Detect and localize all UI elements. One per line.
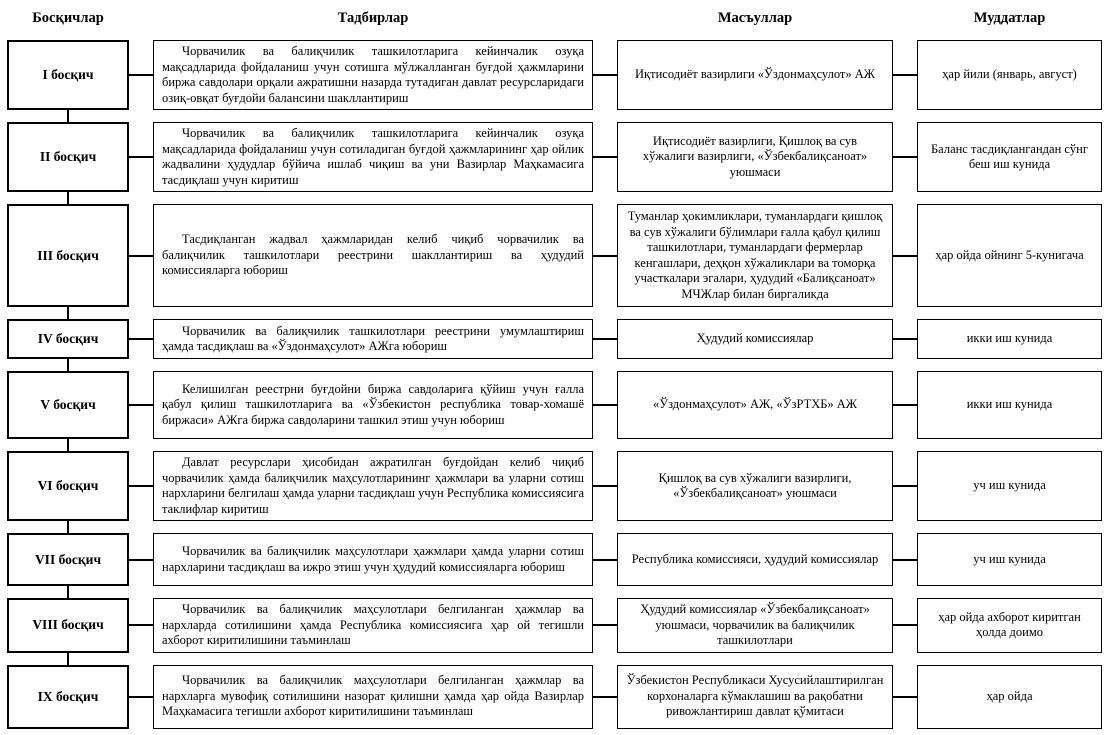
connector-line bbox=[593, 156, 617, 158]
activity-box bbox=[153, 371, 593, 439]
activity-text: Давлат ресурслари ҳисобидан ажратилган буғдойдан келиб чиқиб чорвачилик ҳамда балиқчилик маҳсулотларининг ҳажмлари ва уларни сотиш нархларини белгилаш ҳамда уларни тасдиқлаш учун Республика комиссиясига таклифлар киритиш bbox=[162, 455, 584, 516]
connector-line bbox=[593, 255, 617, 257]
activity-box bbox=[153, 665, 593, 729]
deadline-box: икки иш кунида bbox=[917, 371, 1102, 439]
deadline-box: ҳар ойда bbox=[917, 665, 1102, 729]
connector-line bbox=[129, 338, 153, 340]
stage-box: V босқич bbox=[7, 371, 129, 439]
flow-rows bbox=[7, 40, 1102, 729]
process-flow-diagram bbox=[7, 4, 1102, 729]
connector-line bbox=[893, 559, 917, 561]
connector-line bbox=[129, 485, 153, 487]
connector-line bbox=[593, 404, 617, 406]
responsible-box: Ўзбекистон Республикаси Хусусийлаштирилган корхоналарга кўмаклашиш ва рақобатни ривожлантириш давлат қўмитаси bbox=[617, 665, 893, 729]
connector-line bbox=[893, 255, 917, 257]
stage-box: IX босқич bbox=[7, 665, 129, 729]
connector-line bbox=[129, 696, 153, 698]
stage-box: II босқич bbox=[7, 122, 129, 192]
responsible-box: Ҳудудий комиссиялар «Ўзбекбалиқсаноат» уюшмаси, чорвачилик ва балиқчилик ташкилотлари bbox=[617, 598, 893, 653]
deadline-box: икки иш кунида bbox=[917, 319, 1102, 359]
connector-line bbox=[593, 624, 617, 626]
connector-line bbox=[593, 338, 617, 340]
flow-row-5 bbox=[7, 371, 1102, 439]
deadline-box: уч иш кунида bbox=[917, 451, 1102, 521]
activity-box bbox=[153, 204, 593, 307]
responsible-box: «Ўздонмаҳсулот» АЖ, «ЎзРТХБ» АЖ bbox=[617, 371, 893, 439]
stage-box: VII босқич bbox=[7, 533, 129, 586]
connector-line bbox=[129, 559, 153, 561]
responsible-box: Туманлар ҳокимликлари, туманлардаги қишлоқ ва сув хўжалиги бўлимлари ғалла қабул қилиш ташкилотлари, туманлардаги фермерлар кенгашлари, деҳқон хўжаликлари ва томорқа участкалари эгалари, ҳудудий «Балиқсаноат» МЧЖлар билан биргаликда bbox=[617, 204, 893, 307]
activity-box bbox=[153, 598, 593, 653]
flow-row-3 bbox=[7, 204, 1102, 307]
flow-row-6 bbox=[7, 451, 1102, 521]
connector-line bbox=[893, 624, 917, 626]
column-header-deadlines: Муддатлар bbox=[973, 10, 1046, 26]
connector-line bbox=[593, 74, 617, 76]
connector-line bbox=[129, 404, 153, 406]
activity-text: Чорвачилик ва балиқчилик ташкилотларига кейинчалик озуқа мақсадларида фойдаланиш учун сотиладиган буғдой ҳажмларининг ҳар ойлик жадвалини ҳудудлар бўйича ишлаб чиқиш ва уни Вазирлар Маҳкамасига тасдиқлаш учун киритиш bbox=[162, 126, 584, 187]
connector-line bbox=[893, 156, 917, 158]
column-headers bbox=[7, 4, 1102, 38]
deadline-box: ҳар ойда ойнинг 5-кунигача bbox=[917, 204, 1102, 307]
connector-line bbox=[129, 624, 153, 626]
responsible-box: Иқтисодиёт вазирлиги, Қишлоқ ва сув хўжалиги вазирлиги, «Ўзбекбалиқсаноат» уюшмаси bbox=[617, 122, 893, 192]
deadline-box: уч иш кунида bbox=[917, 533, 1102, 586]
flow-row-7 bbox=[7, 533, 1102, 586]
responsible-box: Иқтисодиёт вазирлиги «Ўздонмаҳсулот» АЖ bbox=[617, 40, 893, 110]
column-header-activities: Тадбирлар bbox=[337, 10, 409, 26]
connector-line bbox=[893, 485, 917, 487]
activity-text: Тасдиқланган жадвал ҳажмларидан келиб чиқиб чорвачилик ва балиқчилик ташкилотлари реестрини шакллантириш ва ҳудудий комиссияларга юбориш bbox=[162, 232, 584, 278]
responsible-box: Қишлоқ ва сув хўжалиги вазирлиги, «Ўзбекбалиқсаноат» уюшмаси bbox=[617, 451, 893, 521]
connector-line bbox=[893, 74, 917, 76]
connector-line bbox=[893, 404, 917, 406]
activity-text: Чорвачилик ва балиқчилик ташкилотлари реестрини умумлаштириш ҳамда тасдиқлаш ва «Ўздонмаҳсулот» АЖга юбориш bbox=[162, 323, 584, 353]
deadline-box: Баланс тасдиқлангандан сўнг беш иш кунида bbox=[917, 122, 1102, 192]
stage-box: I босқич bbox=[7, 40, 129, 110]
stage-box: VIII босқич bbox=[7, 598, 129, 653]
connector-line bbox=[593, 485, 617, 487]
activity-text: Келишилган реестрни буғдойни биржа савдоларига қўйиш учун ғалла қабул қилиш ташкилотларига ва «Ўзбекистон республика товар-хомашё биржаси» АЖга биржа савдоларини ташкил этиш учун юбориш bbox=[162, 381, 584, 427]
flow-row-9 bbox=[7, 665, 1102, 729]
activity-text: Чорвачилик ва балиқчилик ташкилотларига кейинчалик озуқа мақсадларида фойдаланиш учун сотишга мўлжалланган буғдой ҳажмларини биржа савдолари орқали ажратишни назарда тутадиган давлат ресурсларидаги озиқ-овқат буғдойи балансини шакллантириш bbox=[162, 44, 584, 105]
flow-row-4 bbox=[7, 319, 1102, 359]
activity-box bbox=[153, 533, 593, 586]
column-header-stages: Босқичлар bbox=[32, 10, 104, 26]
stage-box: IV босқич bbox=[7, 319, 129, 359]
activity-text: Чорвачилик ва балиқчилик маҳсулотлари белгиланган ҳажмлар ва нархларга мувофиқ сотилишини назорат қилишни ҳамда ҳар ойда Вазирлар Маҳкамасига тегишли ахборот киритилишини таъминлаш bbox=[162, 673, 584, 719]
activity-box bbox=[153, 122, 593, 192]
flow-row-1 bbox=[7, 40, 1102, 110]
activity-text: Чорвачилик ва балиқчилик маҳсулотлари белгиланган ҳажмлар ва нархларда сотилишини ҳамда Республика комиссиясига ҳар ой тегишли ахборот киритилишини таъминлаш bbox=[162, 602, 584, 647]
stage-box: VI босқич bbox=[7, 451, 129, 521]
flow-row-8 bbox=[7, 598, 1102, 653]
connector-line bbox=[593, 696, 617, 698]
connector-line bbox=[129, 74, 153, 76]
activity-box bbox=[153, 319, 593, 359]
connector-line bbox=[593, 559, 617, 561]
activity-box bbox=[153, 40, 593, 110]
connector-line bbox=[129, 156, 153, 158]
connector-line bbox=[893, 338, 917, 340]
connector-line bbox=[893, 696, 917, 698]
deadline-box: ҳар йили (январь, август) bbox=[917, 40, 1102, 110]
connector-line bbox=[129, 255, 153, 257]
responsible-box: Ҳудудий комиссиялар bbox=[617, 319, 893, 359]
activity-text: Чорвачилик ва балиқчилик маҳсулотлари ҳажмлари ҳамда уларни сотиш нархларини тасдиқлаш ва ижро этиш учун ҳудудий комиссияларга юбориш bbox=[162, 544, 584, 574]
deadline-box: ҳар ойда ахборот киритган ҳолда доимо bbox=[917, 598, 1102, 653]
stage-box: III босқич bbox=[7, 204, 129, 307]
flow-row-2 bbox=[7, 122, 1102, 192]
column-header-responsibles: Масъуллар bbox=[717, 10, 793, 26]
responsible-box: Республика комиссияси, ҳудудий комиссиялар bbox=[617, 533, 893, 586]
activity-box bbox=[153, 451, 593, 521]
